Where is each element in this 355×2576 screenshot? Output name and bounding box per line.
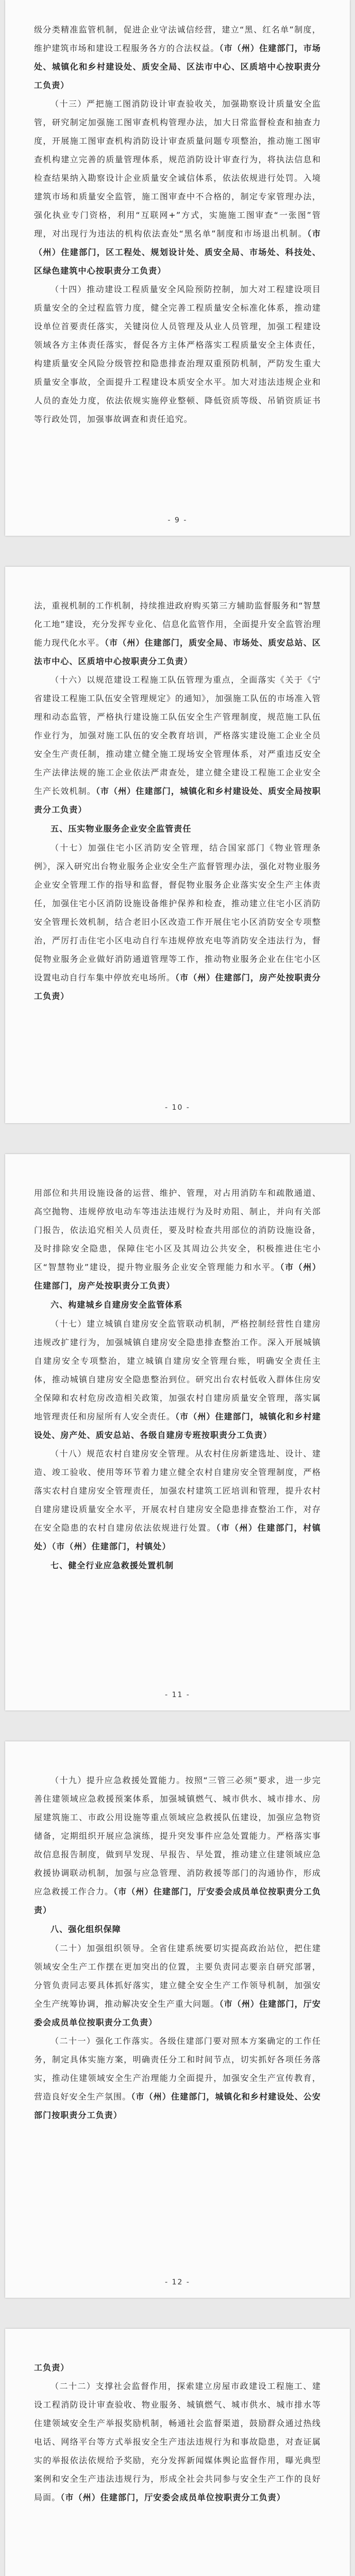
paragraph: （十七）加强住宅小区消防安全管理，结合国家部门《物业管理条例》，深入研究出台物业服务企业安全生产监督管理办法，强化对物业服务企业安全管理工作的指导和监督，督促物业服务企业落实安全生产主体责任，加强住宅小区消防设施设备维护保养和检查，推动建立住宅小区消防安全管理长效机制，结合老旧小区改造工作开展住宅小区消防安全专项整治，严厉打击住宅小区电动自行车违规停放充电等消防安全违法行为，督促物业服务企业做好消防通道管理等工作，推动物业服务企业在住宅小区设置电动自行车集中停放充电场所。（市（州）住建部门，房产处按职责分工负责） — [34, 843, 321, 1001]
document-page — [5, 567, 350, 1123]
paragraph: （十三）严把施工图消防设计审查验收关，加强勘察设计质量安全监管，研究制定加强施工图审查机构管理办法，加大日常监督检查和抽查力度，开展施工图审查机构消防设计审查质量问题专项整治，推动施工图审查机构建立完善的质量管理体系，规范消防设计审查行为，将执法信息和检查结果纳入勘察设计企业质量安全诚信体系，依法依规进行处罚。入境建筑市场和质量安全监管，施工图审查中不合格的，制定专家管理办法，强化执业专门资格，利用“互联网+”方式，实施施工图审查“一张图”管理，对出现行为违法的机构依法查处“黑名单”制度和市场退出机制。（市（州）住建部门，区工程处、规划设计处、质安全局、市场处、科技处、区绿色建筑中心按职责分工负责） — [34, 99, 322, 276]
section-heading: 八、强化组织保障 — [50, 1924, 121, 1934]
document-page — [5, 1154, 350, 1710]
page-number: - 11 - — [165, 1691, 190, 1699]
section-heading: 五、压实物业服务企业安全监管责任 — [50, 824, 192, 834]
paragraph: （十四）推动建设工程质量安全风险预防控制，加大对工程建设项目质量安全的全过程监管力度，健全完善工程质量安全标准化体系，推动建设单位首要责任落实，关键岗位人员管理及从业人员管理，加强工程建设领域各方主体责任落实，督促各方主体严格落实工程质量安全主体责任，构建质量安全风险分级管控和隐患排查治理双重预防机制，严防发生重大质量安全事故，全面提升工程建设本质安全水平。加大对违法违规企业和人员的查处力度，依法依规实施停业整顿、降低资质等级、吊销资质证书等行政处罚，加强事故调查和责任追究。 — [34, 284, 321, 424]
document-page — [5, 2329, 350, 2576]
document-page — [5, 1741, 350, 2298]
paragraph: （十七）建立城镇自建房安全监管联动机制，严格控制经营性自建房违规改扩建行为，加强城镇自建房安全隐患排查整治工作。深入开展城镇自建房安全专项整治，建立城镇自建房安全管理台账，明确安全责任主体，推动城镇自建房安全隐患整治到位。研究出台农村低收入群体住房安全保障和农村危房改造相关政策，加强农村自建房质量安全管理，落实属地管理责任和房屋所有人安全责任。（市（州）住建部门，城镇化和乡村建设处、房产处、质安总站、各级自建房专班按职责分工负责） — [34, 1319, 321, 1440]
paragraph: （二十二）支撑社会监督作用，探索建立房屋市政建设工程施工、建设工程消防设计审查验收、物业服务、城镇燃气、城市供水、城市排水等住建领域安全生产举报奖励机制，畅通社会监督渠道，鼓励群众通过热线电话、网络平台等方式举报安全生产违法违规行为和事故隐患，对查证属实的举报依法依规给予奖励，充分发挥新闻媒体舆论监督作用，曝光典型案例和安全生产违法违规行为，形成全社会共同参与安全生产工作的良好局面。（市（州）住建部门，厅安委会成员单位按职责分工负责） — [34, 2381, 321, 2502]
page-number: - 10 - — [165, 1104, 190, 1112]
page-number: - 12 - — [165, 2278, 190, 2286]
document-page — [5, 0, 350, 536]
paragraph: （二十一）强化工作落实。各级住建部门要对照本方案确定的工作任务，制定具体实施方案，明确责任分工和时间节点，切实抓好各项任务落实，推动住建领域安全生产治理能力全面提升，加强安全生产宣传教育，营造良好安全生产氛围。（市（州）住建部门，城镇化和乡村建设处、公安部门按职责分工负责） — [34, 2036, 321, 2120]
section-heading: 七、健全行业应急救援处置机制 — [50, 1561, 174, 1570]
page-number: - 9 - — [167, 516, 188, 524]
paragraph: （十六）以规范建设工程施工队伍管理为重点，全面落实《关于《宁省建设工程施工队伍安全管理规定》的通知》，加强施工队伍的市场准入管理和动态监管，严格执行建设施工队伍安全生产管理制度，规范施工队伍作业行为，加强对施工队伍的安全教育培训，严格落实建设施工企业全员安全生产责任制，推动建立健全施工现场安全管理体系，对严重违反安全生产法律法规的施工企业依法严肃查处，建立健全建设工程施工企业安全生产长效机制。（市（州）住建部门，城镇化和乡村建设处、质安全局按职责分工负责） — [34, 675, 321, 815]
paragraph: （十八）规范农村自建房安全管理。从农村住房新建选址、设计、建造、竣工验收、使用等环节着力建立健全农村自建房安全管理制度，严格落实农村自建房安全管理责任，加强农村建筑工匠培训和管理，提升农村自建房建设质量安全水平，开展农村自建房安全隐患排查整治工作，对存在安全隐患的农村自建房依法依规进行处置。（市（州）住建部门，村镇处）（市（州）住建部门，村镇处） — [34, 1449, 321, 1551]
paragraph: 用部位和共用设施设备的运营、维护、管理，对占用消防车和疏散通道、高空抛物、违规停放电动车等违法违规行为及时劝阻、制止，并向有关部门报告，依法追究相关人员责任，要及时检查共用部位的消防设施设备，及时排除安全隐患，保障住宅小区及其周边公共安全，积极推进住宅小区“智慧物业”建设，提升物业服务企业安全管理能力和水平。（市（州）住建部门，房产处按职责分工负责） — [34, 1188, 321, 1291]
paragraph: （二十）加强组织领导。全省住建系统要切实提高政治站位，把住建领域安全生产工作摆在更加突出的位置，主要负责同志要亲自研究部署，分管负责同志要具体抓好落实，建立健全安全生产工作领导机制，加强安全生产统筹协调，推动解决安全生产重大问题。（市（州）住建部门，厅安委会成员单位按职责分工负责） — [34, 1943, 321, 2027]
paragraph: 法，重视机制的工作机制，持续推进政府购买第三方辅助监督服务和“智慧化工地”建设，充分发挥专业化、信息化监管作用，全面提升安全监管治理能力现代化水平。（市（州）住建部门，质安全局、市场处、质安总站、区法市中心、区质培中心按职责分工负责） — [34, 601, 321, 666]
paragraph: 工负责） — [34, 2363, 70, 2372]
paragraph: 级分类精准监管机制，促进企业守法诚信经营，建立“黑、红名单”制度，维护建筑市场和建设工程服务各方的合法权益。（市（州）住建部门，市场处、城镇化和乡村建设处、质安全局、区法市中心、区质培中心按职责分工负责） — [34, 25, 321, 90]
section-heading: 六、构建城乡自建房安全监管体系 — [50, 1300, 183, 1310]
paragraph: （十九）提升应急救援处置能力。按照“三管三必须”要求，进一步完善住建领域应急救援预案体系，加强城镇燃气、城市供水、城市排水、房屋建筑施工、市政公用设施等重点领域应急救援队伍建设，加强应急物资储备，定期组织开展应急演练，提升突发事件应急处置能力。严格落实事故信息报告制度，做到早发现、早报告、早处置，推动建立住建领域应急救援协调联动机制，加强与应急管理、消防救援等部门的沟通协作，形成应急救援工作合力。（市（州）住建部门，厅安委会成员单位按职责分工负责） — [34, 1775, 321, 1915]
